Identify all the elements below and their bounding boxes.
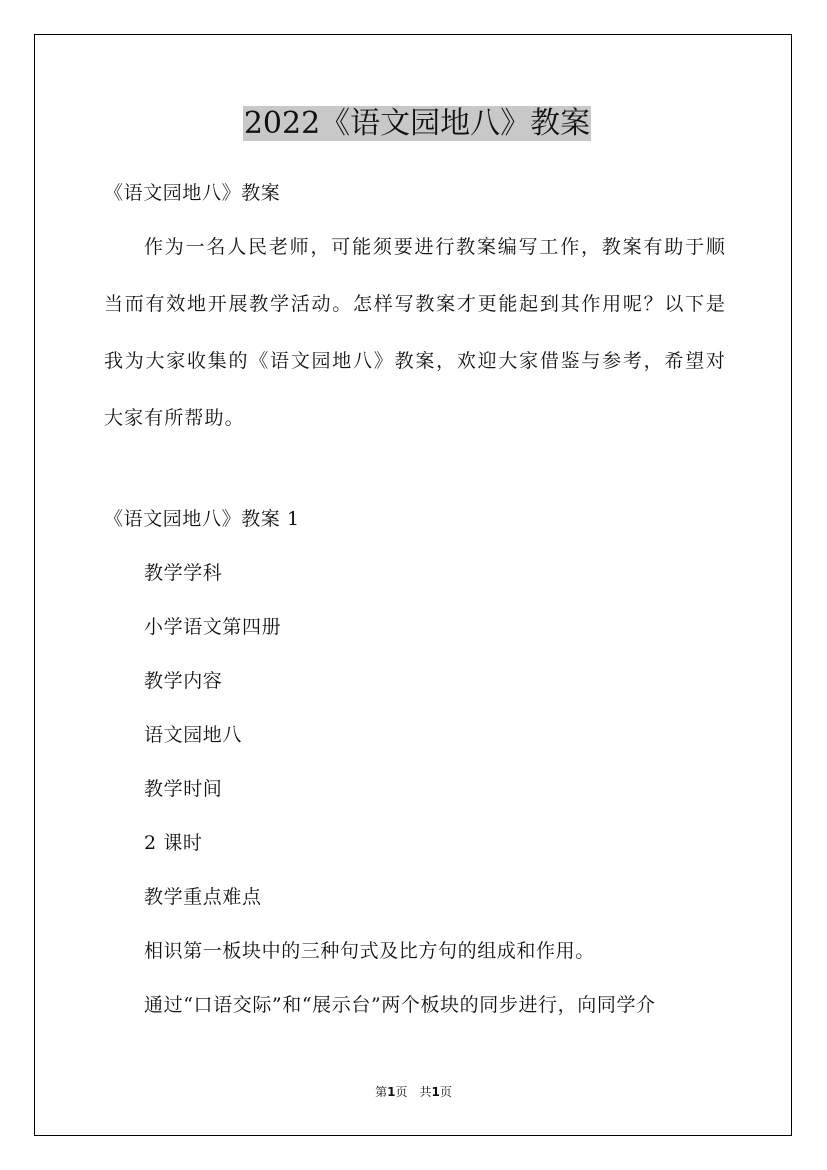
intro-paragraph: 作为一名人民老师，可能须要进行教案编写工作，教案有助于顺当而有效地开展教学活动。怎样写教案才更能起到其作用呢？以下是我为大家收集的《语文园地八》教案，欢迎大家借鉴与参考，希望对大家有所帮助。: [104, 236, 726, 429]
list-item: 教学时间: [144, 778, 223, 800]
footer-page-current: 1: [387, 1085, 396, 1099]
list-item: 教学重点难点: [144, 886, 262, 908]
list-item: 小学语文第四册: [144, 616, 282, 638]
document-subtitle: 《语文园地八》教案: [104, 182, 281, 204]
list-item: 2 课时: [144, 832, 203, 854]
footer-suffix: 页: [439, 1085, 452, 1099]
footer-prefix: 第: [375, 1085, 388, 1099]
footer-page-total: 1: [431, 1085, 440, 1099]
document-title: 2022《语文园地八》教案: [243, 106, 591, 141]
list-item: 语文园地八: [144, 724, 243, 746]
list-item: 通过“口语交际”和“展示台”两个板块的同步进行，向同学介: [144, 994, 656, 1016]
footer-mid: 页 共: [395, 1085, 432, 1099]
list-item: 相识第一板块中的三种句式及比方句的组成和作用。: [144, 940, 595, 962]
page-footer: [0, 1082, 827, 1102]
list-item: 教学学科: [144, 562, 223, 584]
list-item: 教学内容: [144, 670, 223, 692]
section-heading: 《语文园地八》教案 1: [104, 508, 300, 530]
